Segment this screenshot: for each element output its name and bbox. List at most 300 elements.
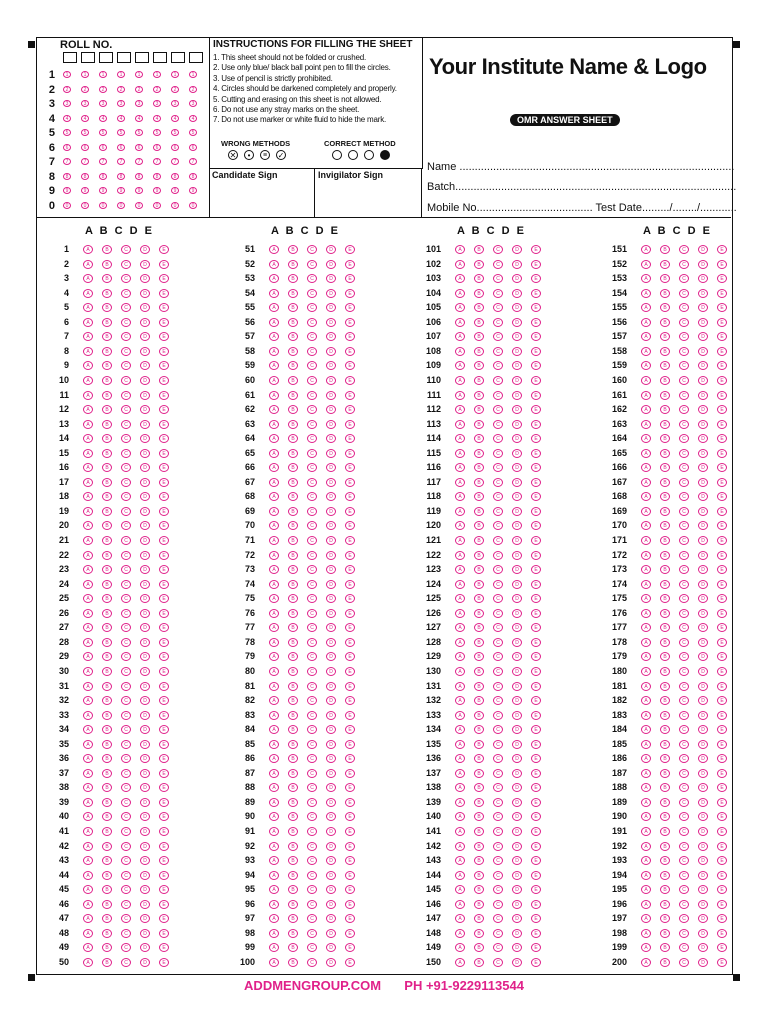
answer-bubble-a[interactable]: A (269, 565, 279, 574)
answer-bubble-c[interactable]: C (121, 376, 131, 385)
answer-bubble-a[interactable]: A (641, 682, 651, 691)
answer-bubble-a[interactable]: A (83, 667, 93, 676)
answer-bubble-a[interactable]: A (83, 769, 93, 778)
answer-bubble-b[interactable]: B (660, 754, 670, 763)
answer-bubble-d[interactable]: D (698, 420, 708, 429)
roll-bubble[interactable]: 0 (135, 202, 143, 209)
answer-bubble-a[interactable]: A (455, 856, 465, 865)
answer-bubble-e[interactable]: E (531, 391, 541, 400)
answer-bubble-e[interactable]: E (345, 667, 355, 676)
answer-bubble-d[interactable]: D (140, 289, 150, 298)
answer-bubble-b[interactable]: B (102, 783, 112, 792)
answer-bubble-c[interactable]: C (121, 783, 131, 792)
answer-bubble-d[interactable]: D (512, 580, 522, 589)
answer-bubble-a[interactable]: A (83, 842, 93, 851)
answer-bubble-e[interactable]: E (345, 274, 355, 283)
answer-bubble-b[interactable]: B (660, 420, 670, 429)
answer-bubble-e[interactable]: E (531, 609, 541, 618)
answer-bubble-a[interactable]: A (83, 434, 93, 443)
answer-bubble-c[interactable]: C (121, 274, 131, 283)
answer-bubble-a[interactable]: A (269, 885, 279, 894)
answer-bubble-e[interactable]: E (159, 449, 169, 458)
answer-bubble-b[interactable]: B (474, 943, 484, 952)
answer-bubble-d[interactable]: D (698, 725, 708, 734)
roll-bubble[interactable]: 1 (135, 71, 143, 78)
answer-bubble-d[interactable]: D (512, 609, 522, 618)
answer-bubble-e[interactable]: E (717, 420, 727, 429)
answer-bubble-e[interactable]: E (159, 594, 169, 603)
answer-bubble-b[interactable]: B (288, 652, 298, 661)
answer-bubble-c[interactable]: C (307, 623, 317, 632)
answer-bubble-b[interactable]: B (102, 521, 112, 530)
answer-bubble-b[interactable]: B (474, 958, 484, 967)
answer-bubble-d[interactable]: D (512, 812, 522, 821)
answer-bubble-e[interactable]: E (159, 725, 169, 734)
answer-bubble-a[interactable]: A (455, 332, 465, 341)
answer-bubble-b[interactable]: B (102, 507, 112, 516)
answer-bubble-e[interactable]: E (345, 856, 355, 865)
answer-bubble-e[interactable]: E (159, 638, 169, 647)
answer-bubble-d[interactable]: D (140, 609, 150, 618)
answer-bubble-e[interactable]: E (159, 827, 169, 836)
batch-field[interactable]: Batch............................................................................................ (427, 181, 737, 193)
answer-bubble-b[interactable]: B (660, 696, 670, 705)
answer-bubble-c[interactable]: C (679, 536, 689, 545)
answer-bubble-d[interactable]: D (512, 434, 522, 443)
answer-bubble-d[interactable]: D (140, 652, 150, 661)
answer-bubble-d[interactable]: D (512, 551, 522, 560)
answer-bubble-a[interactable]: A (83, 405, 93, 414)
answer-bubble-b[interactable]: B (474, 449, 484, 458)
roll-bubble[interactable]: 7 (171, 158, 179, 165)
answer-bubble-d[interactable]: D (512, 798, 522, 807)
roll-bubble[interactable]: 1 (99, 71, 107, 78)
answer-bubble-e[interactable]: E (531, 783, 541, 792)
answer-bubble-d[interactable]: D (512, 623, 522, 632)
answer-bubble-b[interactable]: B (660, 638, 670, 647)
answer-bubble-c[interactable]: C (679, 347, 689, 356)
answer-bubble-e[interactable]: E (531, 318, 541, 327)
answer-bubble-c[interactable]: C (679, 812, 689, 821)
answer-bubble-a[interactable]: A (83, 798, 93, 807)
answer-bubble-b[interactable]: B (474, 565, 484, 574)
answer-bubble-a[interactable]: A (455, 827, 465, 836)
answer-bubble-e[interactable]: E (531, 405, 541, 414)
answer-bubble-b[interactable]: B (102, 827, 112, 836)
roll-bubble[interactable]: 9 (135, 187, 143, 194)
answer-bubble-b[interactable]: B (102, 594, 112, 603)
answer-bubble-d[interactable]: D (140, 623, 150, 632)
roll-bubble[interactable]: 3 (189, 100, 197, 107)
answer-bubble-a[interactable]: A (83, 492, 93, 501)
answer-bubble-d[interactable]: D (512, 478, 522, 487)
answer-bubble-b[interactable]: B (660, 914, 670, 923)
answer-bubble-d[interactable]: D (512, 521, 522, 530)
answer-bubble-d[interactable]: D (326, 638, 336, 647)
answer-bubble-b[interactable]: B (288, 638, 298, 647)
answer-bubble-c[interactable]: C (121, 245, 131, 254)
answer-bubble-b[interactable]: B (660, 943, 670, 952)
answer-bubble-d[interactable]: D (326, 827, 336, 836)
answer-bubble-d[interactable]: D (698, 900, 708, 909)
answer-bubble-b[interactable]: B (660, 361, 670, 370)
answer-bubble-c[interactable]: C (493, 303, 503, 312)
answer-bubble-c[interactable]: C (493, 274, 503, 283)
answer-bubble-c[interactable]: C (307, 260, 317, 269)
answer-bubble-a[interactable]: A (641, 536, 651, 545)
answer-bubble-e[interactable]: E (531, 507, 541, 516)
answer-bubble-a[interactable]: A (455, 783, 465, 792)
answer-bubble-a[interactable]: A (455, 871, 465, 880)
answer-bubble-e[interactable]: E (717, 667, 727, 676)
answer-bubble-d[interactable]: D (698, 609, 708, 618)
answer-bubble-b[interactable]: B (660, 478, 670, 487)
roll-bubble[interactable]: 2 (171, 86, 179, 93)
answer-bubble-c[interactable]: C (307, 812, 317, 821)
answer-bubble-e[interactable]: E (159, 740, 169, 749)
answer-bubble-a[interactable]: A (641, 420, 651, 429)
answer-bubble-b[interactable]: B (474, 536, 484, 545)
answer-bubble-d[interactable]: D (698, 871, 708, 880)
answer-bubble-c[interactable]: C (121, 725, 131, 734)
answer-bubble-e[interactable]: E (531, 929, 541, 938)
answer-bubble-a[interactable]: A (641, 332, 651, 341)
answer-bubble-e[interactable]: E (531, 420, 541, 429)
answer-bubble-a[interactable]: A (455, 609, 465, 618)
answer-bubble-b[interactable]: B (288, 303, 298, 312)
answer-bubble-e[interactable]: E (717, 812, 727, 821)
answer-bubble-d[interactable]: D (698, 332, 708, 341)
answer-bubble-e[interactable]: E (531, 376, 541, 385)
answer-bubble-e[interactable]: E (717, 798, 727, 807)
answer-bubble-b[interactable]: B (474, 929, 484, 938)
answer-bubble-b[interactable]: B (288, 783, 298, 792)
answer-bubble-d[interactable]: D (512, 303, 522, 312)
roll-bubble[interactable]: 4 (135, 115, 143, 122)
answer-bubble-d[interactable]: D (326, 449, 336, 458)
answer-bubble-d[interactable]: D (512, 507, 522, 516)
answer-bubble-c[interactable]: C (493, 391, 503, 400)
answer-bubble-e[interactable]: E (345, 798, 355, 807)
answer-bubble-c[interactable]: C (121, 565, 131, 574)
answer-bubble-b[interactable]: B (474, 361, 484, 370)
answer-bubble-c[interactable]: C (679, 900, 689, 909)
answer-bubble-a[interactable]: A (641, 827, 651, 836)
answer-bubble-d[interactable]: D (698, 638, 708, 647)
answer-bubble-e[interactable]: E (717, 521, 727, 530)
answer-bubble-b[interactable]: B (474, 842, 484, 851)
answer-bubble-d[interactable]: D (698, 827, 708, 836)
answer-bubble-b[interactable]: B (474, 245, 484, 254)
answer-bubble-e[interactable]: E (345, 740, 355, 749)
answer-bubble-b[interactable]: B (660, 521, 670, 530)
answer-bubble-e[interactable]: E (345, 376, 355, 385)
answer-bubble-d[interactable]: D (326, 274, 336, 283)
answer-bubble-a[interactable]: A (455, 289, 465, 298)
answer-bubble-b[interactable]: B (102, 303, 112, 312)
answer-bubble-b[interactable]: B (288, 492, 298, 501)
answer-bubble-e[interactable]: E (531, 914, 541, 923)
answer-bubble-e[interactable]: E (531, 812, 541, 821)
answer-bubble-e[interactable]: E (159, 667, 169, 676)
answer-bubble-c[interactable]: C (121, 260, 131, 269)
answer-bubble-d[interactable]: D (512, 769, 522, 778)
answer-bubble-c[interactable]: C (121, 507, 131, 516)
answer-bubble-e[interactable]: E (717, 361, 727, 370)
answer-bubble-c[interactable]: C (121, 551, 131, 560)
answer-bubble-c[interactable]: C (493, 347, 503, 356)
answer-bubble-e[interactable]: E (717, 638, 727, 647)
answer-bubble-a[interactable]: A (455, 536, 465, 545)
answer-bubble-e[interactable]: E (159, 289, 169, 298)
answer-bubble-b[interactable]: B (288, 434, 298, 443)
roll-bubble[interactable]: 5 (117, 129, 125, 136)
answer-bubble-c[interactable]: C (307, 711, 317, 720)
answer-bubble-e[interactable]: E (159, 900, 169, 909)
answer-bubble-a[interactable]: A (269, 332, 279, 341)
answer-bubble-b[interactable]: B (288, 696, 298, 705)
answer-bubble-e[interactable]: E (159, 245, 169, 254)
answer-bubble-b[interactable]: B (102, 463, 112, 472)
roll-bubble[interactable]: 3 (81, 100, 89, 107)
answer-bubble-b[interactable]: B (660, 900, 670, 909)
answer-bubble-d[interactable]: D (140, 769, 150, 778)
answer-bubble-d[interactable]: D (512, 463, 522, 472)
answer-bubble-e[interactable]: E (531, 856, 541, 865)
answer-bubble-a[interactable]: A (83, 914, 93, 923)
answer-bubble-d[interactable]: D (326, 696, 336, 705)
roll-bubble[interactable]: 2 (135, 86, 143, 93)
answer-bubble-c[interactable]: C (121, 958, 131, 967)
answer-bubble-e[interactable]: E (159, 391, 169, 400)
answer-bubble-d[interactable]: D (140, 463, 150, 472)
answer-bubble-d[interactable]: D (326, 551, 336, 560)
answer-bubble-b[interactable]: B (474, 332, 484, 341)
answer-bubble-a[interactable]: A (455, 900, 465, 909)
answer-bubble-a[interactable]: A (455, 754, 465, 763)
name-field[interactable]: Name .......................................................................................... (427, 161, 735, 173)
answer-bubble-d[interactable]: D (698, 565, 708, 574)
answer-bubble-d[interactable]: D (140, 842, 150, 851)
answer-bubble-b[interactable]: B (288, 885, 298, 894)
answer-bubble-d[interactable]: D (140, 492, 150, 501)
answer-bubble-a[interactable]: A (83, 783, 93, 792)
answer-bubble-c[interactable]: C (493, 376, 503, 385)
answer-bubble-e[interactable]: E (531, 521, 541, 530)
answer-bubble-b[interactable]: B (102, 260, 112, 269)
answer-bubble-a[interactable]: A (455, 885, 465, 894)
answer-bubble-a[interactable]: A (83, 871, 93, 880)
roll-bubble[interactable]: 8 (189, 173, 197, 180)
roll-bubble[interactable]: 0 (189, 202, 197, 209)
roll-bubble[interactable]: 4 (189, 115, 197, 122)
answer-bubble-c[interactable]: C (121, 580, 131, 589)
answer-bubble-d[interactable]: D (326, 769, 336, 778)
answer-bubble-e[interactable]: E (717, 943, 727, 952)
answer-bubble-c[interactable]: C (121, 827, 131, 836)
answer-bubble-c[interactable]: C (121, 463, 131, 472)
answer-bubble-a[interactable]: A (641, 914, 651, 923)
answer-bubble-e[interactable]: E (159, 783, 169, 792)
answer-bubble-c[interactable]: C (493, 725, 503, 734)
answer-bubble-a[interactable]: A (269, 754, 279, 763)
answer-bubble-b[interactable]: B (288, 361, 298, 370)
answer-bubble-c[interactable]: C (679, 783, 689, 792)
answer-bubble-d[interactable]: D (512, 914, 522, 923)
roll-bubble[interactable]: 4 (153, 115, 161, 122)
answer-bubble-e[interactable]: E (531, 885, 541, 894)
answer-bubble-c[interactable]: C (493, 463, 503, 472)
roll-bubble[interactable]: 7 (153, 158, 161, 165)
roll-bubble[interactable]: 7 (189, 158, 197, 165)
answer-bubble-b[interactable]: B (474, 347, 484, 356)
roll-bubble[interactable]: 8 (117, 173, 125, 180)
answer-bubble-d[interactable]: D (140, 347, 150, 356)
answer-bubble-d[interactable]: D (326, 260, 336, 269)
answer-bubble-c[interactable]: C (121, 478, 131, 487)
answer-bubble-e[interactable]: E (717, 551, 727, 560)
answer-bubble-b[interactable]: B (660, 405, 670, 414)
answer-bubble-c[interactable]: C (679, 420, 689, 429)
answer-bubble-a[interactable]: A (455, 449, 465, 458)
invigilator-sign-box[interactable] (315, 168, 422, 217)
answer-bubble-c[interactable]: C (121, 812, 131, 821)
answer-bubble-e[interactable]: E (717, 958, 727, 967)
answer-bubble-b[interactable]: B (660, 260, 670, 269)
answer-bubble-d[interactable]: D (512, 842, 522, 851)
answer-bubble-a[interactable]: A (83, 332, 93, 341)
answer-bubble-d[interactable]: D (140, 260, 150, 269)
answer-bubble-e[interactable]: E (159, 609, 169, 618)
answer-bubble-d[interactable]: D (140, 856, 150, 865)
answer-bubble-d[interactable]: D (140, 405, 150, 414)
answer-bubble-e[interactable]: E (345, 900, 355, 909)
answer-bubble-c[interactable]: C (679, 623, 689, 632)
answer-bubble-d[interactable]: D (140, 434, 150, 443)
answer-bubble-b[interactable]: B (660, 318, 670, 327)
answer-bubble-e[interactable]: E (531, 303, 541, 312)
roll-bubble[interactable]: 6 (63, 144, 71, 151)
answer-bubble-c[interactable]: C (121, 405, 131, 414)
answer-bubble-d[interactable]: D (698, 318, 708, 327)
answer-bubble-e[interactable]: E (159, 842, 169, 851)
answer-bubble-c[interactable]: C (307, 492, 317, 501)
answer-bubble-e[interactable]: E (159, 929, 169, 938)
answer-bubble-b[interactable]: B (288, 463, 298, 472)
answer-bubble-a[interactable]: A (269, 420, 279, 429)
answer-bubble-c[interactable]: C (679, 711, 689, 720)
answer-bubble-d[interactable]: D (698, 303, 708, 312)
answer-bubble-d[interactable]: D (326, 376, 336, 385)
roll-bubble[interactable]: 0 (63, 202, 71, 209)
answer-bubble-c[interactable]: C (679, 725, 689, 734)
answer-bubble-b[interactable]: B (660, 871, 670, 880)
answer-bubble-a[interactable]: A (641, 769, 651, 778)
answer-bubble-a[interactable]: A (83, 361, 93, 370)
answer-bubble-b[interactable]: B (102, 638, 112, 647)
answer-bubble-e[interactable]: E (717, 478, 727, 487)
answer-bubble-d[interactable]: D (698, 856, 708, 865)
answer-bubble-d[interactable]: D (512, 740, 522, 749)
answer-bubble-e[interactable]: E (159, 260, 169, 269)
answer-bubble-e[interactable]: E (531, 332, 541, 341)
answer-bubble-b[interactable]: B (474, 318, 484, 327)
answer-bubble-d[interactable]: D (512, 958, 522, 967)
answer-bubble-b[interactable]: B (474, 623, 484, 632)
answer-bubble-b[interactable]: B (288, 332, 298, 341)
answer-bubble-c[interactable]: C (493, 638, 503, 647)
answer-bubble-e[interactable]: E (717, 885, 727, 894)
answer-bubble-a[interactable]: A (83, 682, 93, 691)
answer-bubble-b[interactable]: B (660, 347, 670, 356)
answer-bubble-e[interactable]: E (159, 332, 169, 341)
answer-bubble-b[interactable]: B (288, 754, 298, 763)
answer-bubble-b[interactable]: B (474, 260, 484, 269)
answer-bubble-e[interactable]: E (159, 405, 169, 414)
answer-bubble-d[interactable]: D (698, 260, 708, 269)
answer-bubble-a[interactable]: A (455, 842, 465, 851)
roll-bubble[interactable]: 6 (153, 144, 161, 151)
answer-bubble-c[interactable]: C (493, 783, 503, 792)
answer-bubble-e[interactable]: E (159, 914, 169, 923)
answer-bubble-d[interactable]: D (698, 958, 708, 967)
answer-bubble-a[interactable]: A (83, 594, 93, 603)
answer-bubble-a[interactable]: A (83, 463, 93, 472)
answer-bubble-b[interactable]: B (102, 376, 112, 385)
answer-bubble-d[interactable]: D (698, 783, 708, 792)
answer-bubble-e[interactable]: E (345, 929, 355, 938)
answer-bubble-d[interactable]: D (140, 551, 150, 560)
answer-bubble-d[interactable]: D (698, 696, 708, 705)
answer-bubble-c[interactable]: C (307, 696, 317, 705)
answer-bubble-b[interactable]: B (474, 871, 484, 880)
answer-bubble-b[interactable]: B (474, 856, 484, 865)
answer-bubble-d[interactable]: D (512, 332, 522, 341)
answer-bubble-a[interactable]: A (641, 783, 651, 792)
answer-bubble-b[interactable]: B (474, 420, 484, 429)
answer-bubble-e[interactable]: E (159, 812, 169, 821)
answer-bubble-d[interactable]: D (698, 594, 708, 603)
answer-bubble-e[interactable]: E (345, 943, 355, 952)
answer-bubble-c[interactable]: C (307, 376, 317, 385)
answer-bubble-b[interactable]: B (288, 769, 298, 778)
answer-bubble-c[interactable]: C (679, 769, 689, 778)
answer-bubble-e[interactable]: E (159, 711, 169, 720)
answer-bubble-c[interactable]: C (121, 740, 131, 749)
answer-bubble-e[interactable]: E (531, 725, 541, 734)
answer-bubble-a[interactable]: A (641, 842, 651, 851)
answer-bubble-d[interactable]: D (140, 391, 150, 400)
roll-bubble[interactable]: 4 (63, 115, 71, 122)
answer-bubble-a[interactable]: A (269, 827, 279, 836)
answer-bubble-a[interactable]: A (641, 361, 651, 370)
answer-bubble-b[interactable]: B (288, 594, 298, 603)
answer-bubble-b[interactable]: B (660, 391, 670, 400)
answer-bubble-c[interactable]: C (307, 594, 317, 603)
answer-bubble-e[interactable]: E (345, 434, 355, 443)
answer-bubble-b[interactable]: B (288, 376, 298, 385)
roll-bubble[interactable]: 7 (63, 158, 71, 165)
answer-bubble-a[interactable]: A (83, 929, 93, 938)
answer-bubble-b[interactable]: B (288, 551, 298, 560)
answer-bubble-e[interactable]: E (531, 274, 541, 283)
roll-bubble[interactable]: 1 (171, 71, 179, 78)
answer-bubble-e[interactable]: E (345, 609, 355, 618)
answer-bubble-a[interactable]: A (83, 609, 93, 618)
answer-bubble-b[interactable]: B (288, 391, 298, 400)
answer-bubble-e[interactable]: E (345, 754, 355, 763)
answer-bubble-c[interactable]: C (679, 463, 689, 472)
